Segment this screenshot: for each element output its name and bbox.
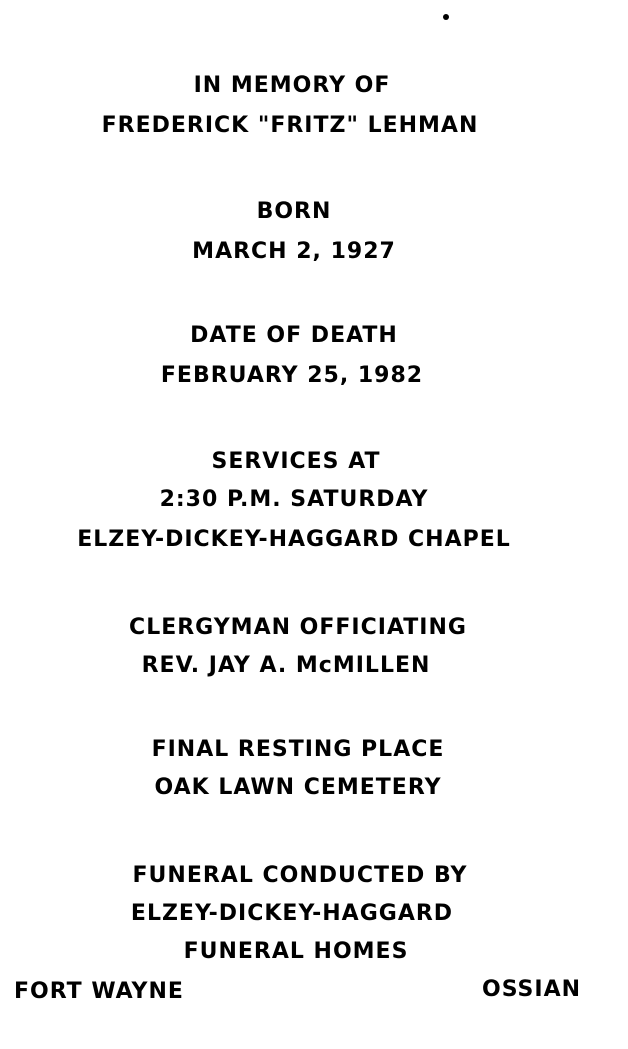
death-date: FEBRUARY 25, 1982 bbox=[160, 363, 424, 388]
resting-label: FINAL RESTING PLACE bbox=[151, 737, 445, 762]
services-place: ELZEY-DICKEY-HAGGARD CHAPEL bbox=[77, 527, 511, 552]
clergy-name: REV. JAY A. McMILLEN bbox=[141, 653, 431, 678]
clergy-label: CLERGYMAN OFFICIATING bbox=[129, 615, 467, 640]
city-ossian: OSSIAN bbox=[482, 977, 582, 1002]
funeral-home-suffix: FUNERAL HOMES bbox=[183, 939, 409, 964]
services-time: 2:30 P.M. SATURDAY bbox=[159, 487, 429, 512]
resting-place: OAK LAWN CEMETERY bbox=[154, 775, 442, 800]
deceased-name: FREDERICK "FRITZ" LEHMAN bbox=[101, 113, 479, 138]
ink-speck bbox=[443, 14, 449, 20]
funeral-home-name: ELZEY-DICKEY-HAGGARD bbox=[130, 901, 454, 926]
born-label: BORN bbox=[256, 199, 332, 224]
death-label: DATE OF DEATH bbox=[190, 323, 398, 348]
services-label: SERVICES AT bbox=[211, 449, 381, 474]
conducted-label: FUNERAL CONDUCTED BY bbox=[132, 863, 468, 888]
city-fort-wayne: FORT WAYNE bbox=[14, 979, 184, 1004]
born-date: MARCH 2, 1927 bbox=[192, 239, 396, 264]
memory-heading: IN MEMORY OF bbox=[193, 73, 391, 98]
